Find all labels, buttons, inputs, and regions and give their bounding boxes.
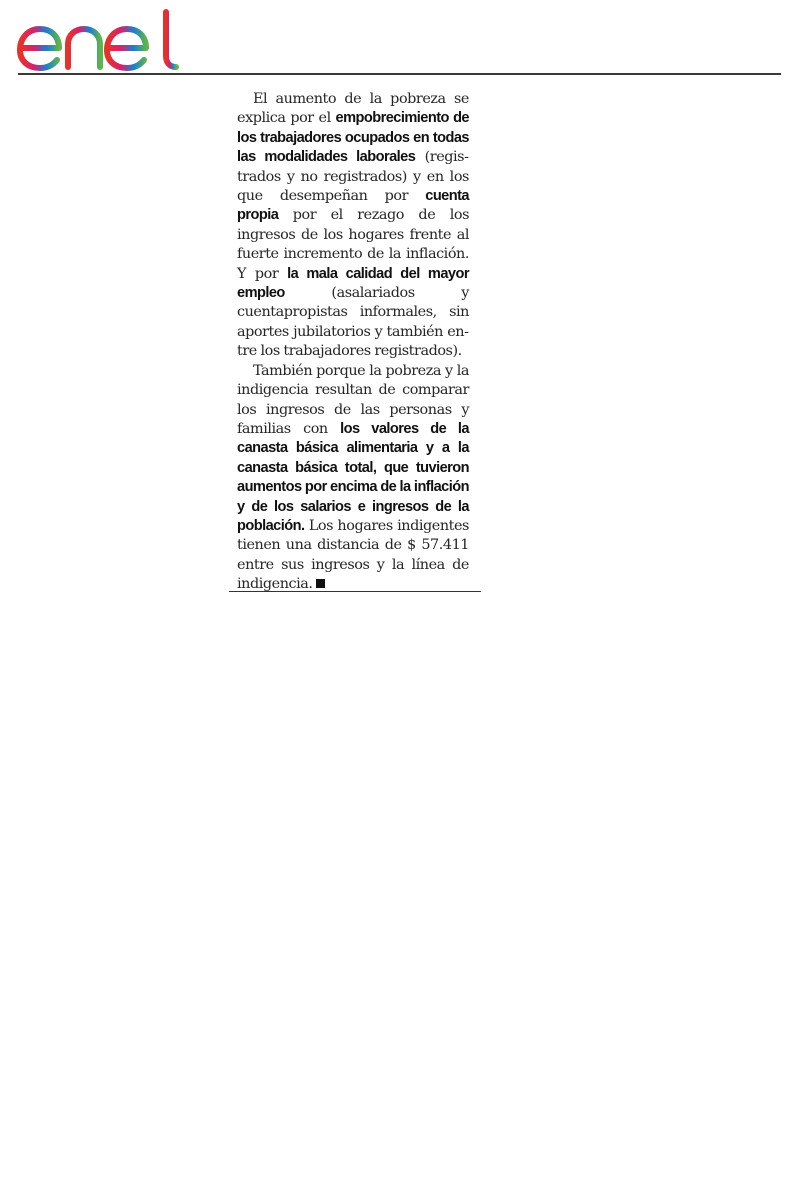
emphasis-text: empobrecimiento de los trabajadores ocupados en todas las modalidades laborales <box>237 110 469 166</box>
enel-logo <box>14 6 184 72</box>
emphasis-text: los valores de la canasta básica alimentaria y a la canasta básica total, que tuvieron aumentos por encima de la inflación y de los salarios e ingresos de la población. <box>237 420 469 534</box>
footer-divider <box>229 591 481 592</box>
emphasis-text: cuenta propia <box>237 188 469 224</box>
end-of-article-square-icon <box>316 579 325 588</box>
emphasis-text: la mala calidad del mayor empleo <box>237 265 469 302</box>
paragraph-1: El aumento de la pobreza se explica por el empobrecimiento de los trabajadores ocupados en todas las modalidades laborales (registrados y no registrados) y en los que desempeñan por cuenta propia por el rezago de los ingresos de los hogares frente al fuerte incremento de la inflación. Y por la mala calidad del mayor empleo (asalariados y cuentapropistas informales, sin aportes jubilatorios y también entre los trabajadores registrados). <box>237 91 469 360</box>
article-body <box>237 90 469 595</box>
header-divider <box>18 73 781 75</box>
paragraph-2: También porque la pobreza y la indigencia resultan de comparar los ingresos de las personas y familias con los valores de la canasta básica alimentaria y a la canasta básica total, que tuvieron aumentos por encima de la inflación y de los salarios e ingresos de la población. Los hogares indigentes tienen una distancia de $ 57.411 entre sus ingresos y la línea de indigencia. <box>237 362 469 593</box>
